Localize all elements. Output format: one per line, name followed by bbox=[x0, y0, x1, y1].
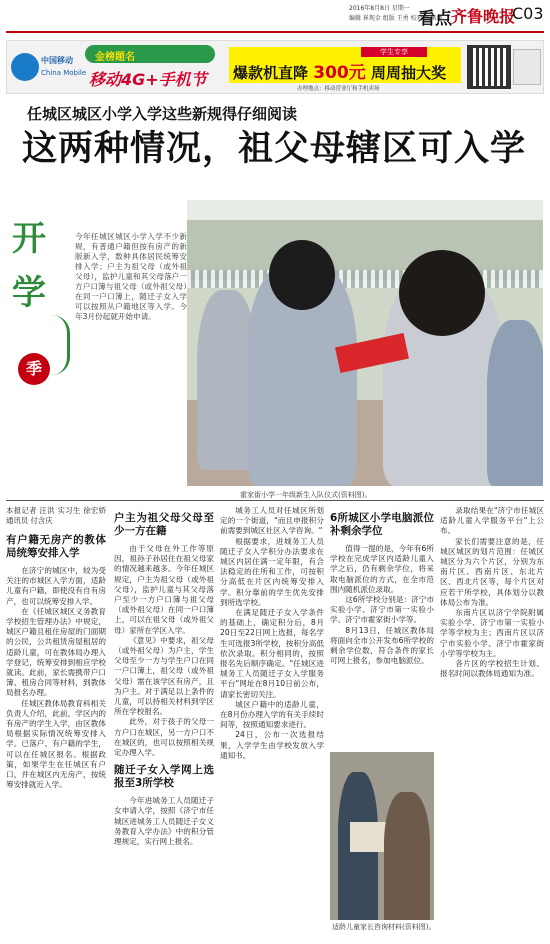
ad-promo-price: 300元 bbox=[313, 63, 366, 83]
art-swirl-icon bbox=[52, 315, 70, 375]
column-subhead: 随迁子女入学网上选报至3所学校 bbox=[114, 764, 214, 790]
article-column-2 bbox=[114, 506, 214, 847]
paragraph: 城区户籍中的适龄儿童，在8月份办理入学的有关手续时间等，按照通知要求进行。 bbox=[220, 699, 324, 730]
paragraph: 在满足随迁子女入学条件的基础上，确定积分后，8月20日至22日网上选报，每名学生可选报3所学校，按积分高低依次录取。积分相同的，按照报名先后顺序确定。"任城区进城务工人员随迁子女入学服务平台"网址在8月10日前公布，请家长密切关注。 bbox=[220, 608, 324, 699]
paragraph: 任城区教体局教育科相关负责人介绍，此前，学区内的有房产的学生入学，由区教体局根据实际情况统筹安排入学。已落户、有户籍的学生，可以在任城区报名。根据政策，如果学生在任城区有户口，并在城区内无房产，按统筹安排就近入学。 bbox=[6, 698, 106, 790]
advertisement-banner bbox=[6, 40, 544, 94]
article-column-3 bbox=[220, 506, 324, 761]
column-subhead: 有户籍无房产的教体局统筹安排入学 bbox=[6, 534, 106, 559]
ad-promo bbox=[233, 58, 446, 83]
ad-promo-tag: 学生专享 bbox=[361, 47, 427, 57]
page-number: C03 bbox=[512, 4, 544, 23]
ad-carrier-sub: China Mobile bbox=[41, 69, 87, 77]
ad-promo-extra: 周周抽大奖 bbox=[370, 64, 446, 82]
secondary-photo-caption: 适龄儿童家长咨询材料(资料图)。 bbox=[332, 923, 436, 931]
paragraph: 这6所学校分别是：济宁市实验小学、济宁市第一实验小学、济宁市霍家街小学等。 bbox=[330, 595, 434, 625]
article-column-5 bbox=[440, 506, 544, 679]
ad-slogan: 金榜题名 bbox=[95, 52, 135, 63]
photo-person bbox=[384, 792, 430, 920]
paragraph: 根据要求，进城务工人员随迁子女入学积分办法要求在城区内居住满一定年限，有合法稳定的住所和工作，可按积分高低在片区内统筹安排入学。积分靠前的学生优先安排到所选学校。 bbox=[220, 536, 324, 607]
photo-child bbox=[487, 320, 543, 486]
paragraph: 在济宁的城区中，较为受关注的市城区入学方面，适龄儿童有户籍，即使没有自有房产，也可以统筹安排入学。 bbox=[6, 566, 106, 606]
article-headline: 这两种情况，祖父母辖区可入学 bbox=[22, 129, 527, 169]
article-intro: 今年任城区城区小学入学不少新规，有普通户籍但按有房产的新版新入学，数种具体居民统筹安排入学；户主为祖父母（或外祖父母），监护儿童和其父母落户一方户口簿与祖父母（或外祖父母）在同一户口簿上，随迁子女入学可以按照从户籍地区等入学。今年3月份起就开始申请。 bbox=[75, 232, 187, 321]
school-season-art bbox=[6, 203, 68, 483]
issue-date: 2016年8月8日 星期一 bbox=[349, 5, 410, 12]
paragraph: 城务工人员对任城区所划定的一个街道，"而且申报积分前需要到城区社区入学咨询。" bbox=[220, 506, 324, 536]
article-byline: 本报记者 汪洪 实习生 徐宏娇 通讯员 付含庆 bbox=[6, 506, 106, 525]
china-mobile-logo-icon bbox=[11, 53, 39, 81]
article-column-4 bbox=[330, 506, 434, 666]
paragraph: 录取结果在"济宁市任城区适龄儿童入学服务平台"上公布。 bbox=[440, 506, 544, 536]
article-column-1 bbox=[6, 506, 106, 790]
paragraph: 值得一提的是，今年有6所学校在完成学区内适龄儿童入学之后，仍有剩余学位，将采取电脑派位的方式，在全市范围内随机派位录取。 bbox=[330, 544, 434, 594]
paragraph: 24日，公布一次选报结果，入学学生由学校发放入学通知书。 bbox=[220, 730, 324, 760]
column-subhead: 6所城区小学电脑派位补剩余学位 bbox=[330, 512, 434, 537]
ad-carrier: 中国移动 bbox=[41, 56, 73, 65]
secondary-photo bbox=[330, 752, 434, 920]
ad-brand: 移动4G+手机节 bbox=[89, 70, 207, 89]
ad-address: 办理地点：移动营业厅和手机卖场 bbox=[297, 86, 380, 92]
editor-credits: 编辑 崔现金 组版 王勇 校对 杨洪群 bbox=[349, 15, 443, 22]
photo-fence bbox=[187, 270, 543, 288]
qr-code-icon bbox=[467, 45, 511, 89]
newspaper-logo: 齐鲁晚报 bbox=[451, 7, 516, 26]
ad-promo-text: 爆款机直降 bbox=[233, 64, 309, 82]
paragraph: 今年进城务工人员随迁子女申请入学，按照《济宁市任城区进城务工人员随迁子女义务教育入学办法》中的积分管理规定，实行网上报名。 bbox=[114, 796, 214, 847]
article-kicker: 任城区城区小学入学这些新规得仔细阅读 bbox=[27, 105, 298, 123]
column-subhead: 户主为祖父母父母至少一方在籍 bbox=[114, 512, 214, 537]
paragraph: 《意见》中要求，祖父母（或外祖父母）为户主，学生父母至少一方与学生户口在同一户口簿上，祖父母（或外祖父母）需在该学区有房产，且为户主。对于满足以上条件的儿童，可以持相关材料到学区所在学校报名。 bbox=[114, 635, 214, 717]
paragraph: 8月13日，任城区教体局将面向全市公开发布6所学校的剩余学位数，符合条件的家长可网上报名，参加电脑派位。 bbox=[330, 625, 434, 666]
photo-caption: 霍家街小学一年级新生入队仪式(资料图)。 bbox=[240, 491, 372, 499]
paragraph: 各片区的学校招生计划、报名时间以教体局通知为准。 bbox=[440, 659, 544, 679]
page-header bbox=[0, 0, 550, 36]
paragraph: 家长们需要注意的是，任城区城区的划片范围：任城区城区分为六个片区，分别为东南片区、西南片区、东北片区、西北片区等，每个片区对应若干所学校，具体划分以教体局公布为准。 bbox=[440, 536, 544, 607]
paragraph: 在《任城区城区义务教育学校招生管理办法》中规定，城区户籍且租住房屋的门面期的公民，公共租赁房屋租居的适龄儿童，可在教体局办理入学登记，统筹安排到相应学校就读。此前，家长需携带户口簿、租房合同等材料，到教体局报名办理。 bbox=[6, 606, 106, 698]
paragraph: 由于父母在外工作等原因，祖孙子孙居住在祖父母家的情况越来越多。今年任城区规定，户主为祖父母（或外祖父母），监护儿童与其父母落户至少一方户口簿与祖父母（或外祖父母）在同一户口簿上，可以在祖父母（或外祖父母）家所在学区入学。 bbox=[114, 544, 214, 635]
art-char-2: 学 bbox=[12, 273, 46, 313]
section-title: 看点 bbox=[418, 9, 452, 29]
ad-side-image bbox=[513, 49, 541, 85]
photo-child-head bbox=[399, 250, 485, 336]
art-season-badge: 季 bbox=[18, 353, 50, 385]
paragraph: 此外，对于孩子的父母一方户口在城区，另一方户口不在城区的，也可以按照相关规定办理入学。 bbox=[114, 717, 214, 758]
main-photo bbox=[187, 200, 543, 486]
photo-child-head bbox=[269, 240, 335, 310]
art-char-1: 开 bbox=[12, 219, 46, 259]
section-divider bbox=[6, 500, 544, 501]
paragraph: 东南片区以济宁学院附属实验小学、济宁市第一实验小学等学校为主；西南片区以济宁市实验小学、济宁市霍家街小学等学校为主。 bbox=[440, 608, 544, 658]
header-rule bbox=[6, 31, 544, 33]
